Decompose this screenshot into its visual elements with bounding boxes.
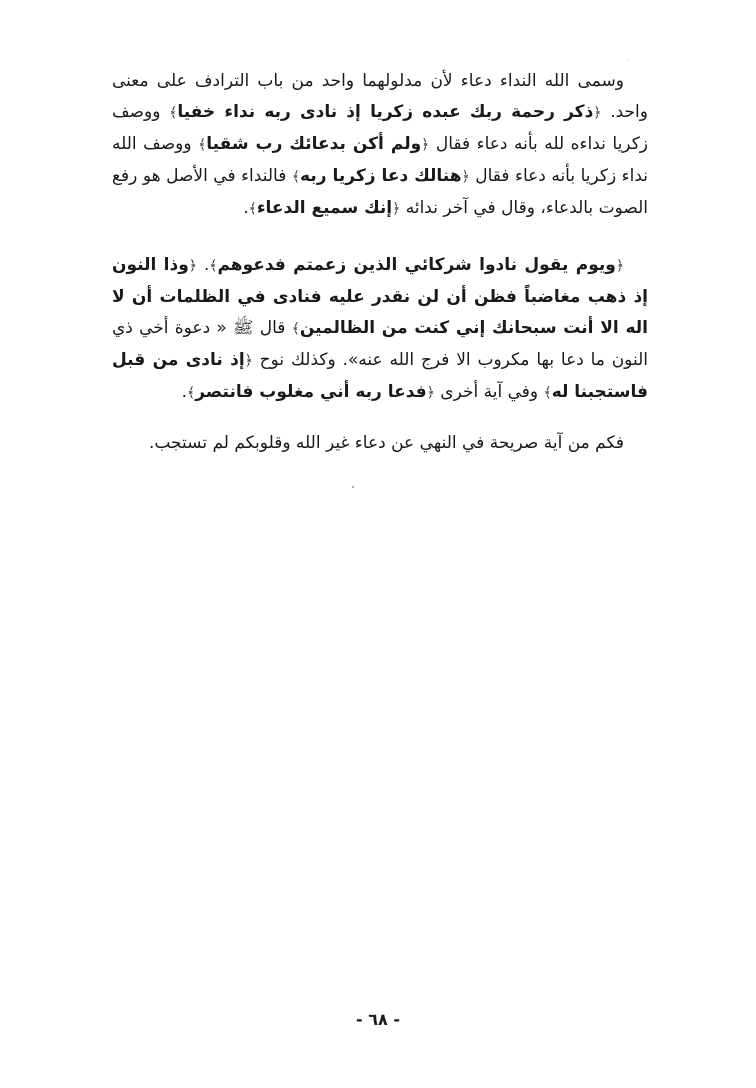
scan-speck <box>352 486 354 488</box>
quran-bracket: ﴿ <box>593 105 602 121</box>
quran-verse: ويوم يقول نادوا شركائي الذين زعمتم فدعوهم <box>217 255 616 275</box>
body-text: . <box>243 198 249 218</box>
quran-bracket: ﴾ <box>198 137 207 153</box>
quran-bracket: ﴿ <box>615 258 625 274</box>
paragraph-zakariya-call <box>112 66 648 225</box>
body-text: وسمى الله النداء دعاء لأن مدلولهما واحد من باب الترادف على معنى واحد. <box>112 71 648 122</box>
quran-bracket: ﴾ <box>209 258 218 274</box>
body-text: ووصف زكريا نداءه لله بأنه دعاء فقال <box>112 102 648 154</box>
quran-bracket: ﴿ <box>392 201 401 217</box>
quran-verse: فدعا ربه أني مغلوب فانتصر <box>195 382 427 402</box>
paragraph-text <box>112 428 648 459</box>
body-text: قال ﷺ « دعوة أخي ذي النون ما دعا بها مكروب الا فرج الله عنه». وكذلك نوح <box>112 318 648 370</box>
paragraph-text <box>112 66 648 225</box>
quran-bracket: ﴾ <box>291 169 301 185</box>
quran-verse: ذكر رحمة ربك عبده زكريا إذ نادى ربه نداء خفيا <box>177 102 594 122</box>
quran-bracket: ﴿ <box>426 385 435 401</box>
body-text: وفي آية أخرى <box>434 382 544 402</box>
body-text: ووصف الله نداء زكريا بأنه دعاء فقال <box>112 134 649 186</box>
quran-bracket: ﴿ <box>244 353 253 369</box>
quran-bracket: ﴾ <box>543 385 552 401</box>
quran-verse: هنالك دعا زكريا ربه <box>300 166 462 186</box>
body-text: فالنداء في الأصل هو رفع الصوت بالدعاء، وقال في آخر ندائه <box>112 166 648 218</box>
quran-bracket: ﴾ <box>248 201 257 217</box>
quran-verse: إذ نادى من قبل فاستجبنا له <box>112 350 648 402</box>
paragraph-conclusion <box>112 428 648 459</box>
quran-bracket: ﴿ <box>421 137 430 153</box>
paragraph-dhun-nun-call <box>112 250 648 409</box>
quran-verse: ولم أكن بدعائك رب شقيا <box>206 134 422 154</box>
paragraph-text <box>112 250 648 409</box>
quran-bracket: ﴿ <box>188 258 197 274</box>
quran-bracket: ﴾ <box>186 385 196 401</box>
scan-speck <box>628 60 629 61</box>
quran-verse: وذا النون إذ ذهب مغاضباً فظن أن لن نقدر عليه فنادى في الظلمات أن لا اله الا أنت سبحانك إني كنت من الظالمين <box>112 255 649 338</box>
quran-bracket: ﴾ <box>291 321 300 337</box>
quran-bracket: ﴾ <box>169 105 178 121</box>
page-number: - ٦٨ - <box>356 1010 400 1029</box>
body-text: . <box>181 382 187 402</box>
body-text: . <box>197 255 210 275</box>
body-text: فكم من آية صريحة في النهي عن دعاء غير الله وقلوبكم لم تستجب. <box>148 433 624 453</box>
quran-verse: إنك سميع الدعاء <box>256 198 393 218</box>
quran-bracket: ﴿ <box>461 169 470 185</box>
